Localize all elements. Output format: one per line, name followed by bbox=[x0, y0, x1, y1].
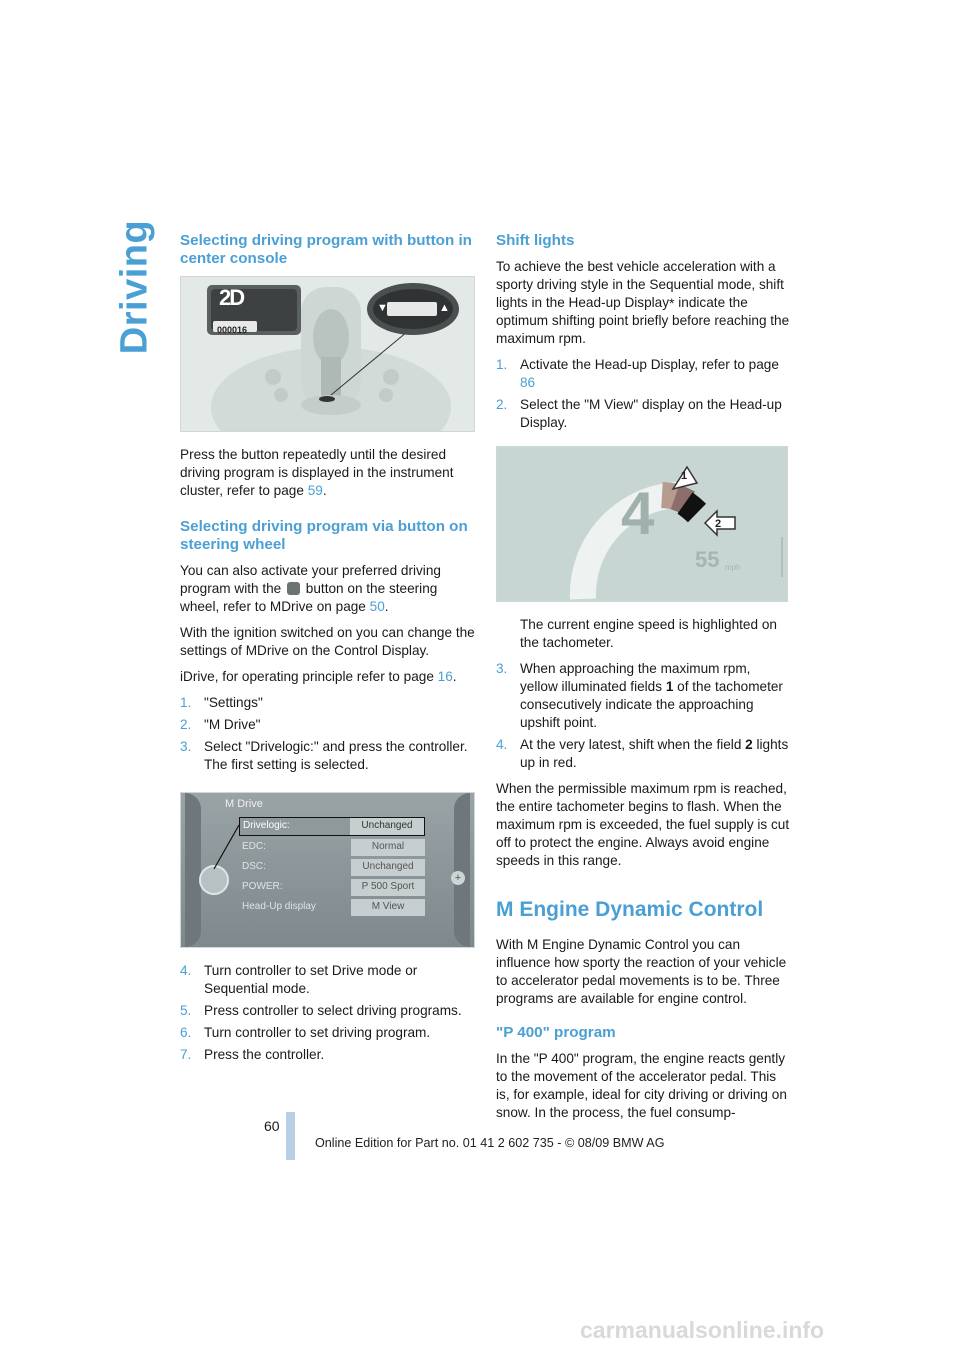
menu-row-headup[interactable]: Head-Up display M View bbox=[239, 899, 425, 916]
list-item: 2. Select the "M View" display on the Head-up Display. bbox=[496, 397, 782, 430]
list-item: 3. Select "Drivelogic:" and press the controller. The first setting is selected. bbox=[180, 739, 468, 772]
right-arrow-icon: ▲ bbox=[439, 302, 450, 314]
page-link-59[interactable]: 59 bbox=[307, 483, 323, 498]
mdrive-button-icon bbox=[287, 582, 300, 595]
list-item: 1. "Settings" bbox=[180, 695, 263, 710]
right-column bbox=[496, 232, 791, 1130]
footer-bar bbox=[286, 1112, 295, 1160]
left-column bbox=[180, 232, 475, 1072]
callout-1-label: 1 bbox=[681, 470, 688, 482]
odometer-label: 000016 bbox=[217, 325, 248, 335]
center-console-paragraph: Press the button repeatedly until the desired driving program is displayed in the instrument cluster, refer to page 59. bbox=[180, 447, 454, 498]
tachometer-caption: The current engine speed is highlighted on the tachometer. bbox=[520, 617, 777, 650]
list-item: 3. When approaching the maximum rpm, yellow illuminated fields 1 of the tachometer consecutively indicate the approaching upshift point. bbox=[496, 661, 783, 730]
plus-icon: + bbox=[451, 871, 465, 885]
menu-title: M Drive bbox=[225, 798, 263, 810]
callout-2-label: 2 bbox=[715, 518, 722, 530]
ignition-paragraph: With the ignition switched on you can change the settings of MDrive on the Control Display. bbox=[180, 625, 475, 658]
menu-row-drivelogic[interactable]: Drivelogic: Unchanged bbox=[239, 817, 425, 836]
max-rpm-paragraph: When the permissible maximum rpm is reached, the entire tachometer begins to flash. When the maximum rpm is exceeded, the fuel supply is cut off to protect the engine. Always avoid engine speeds in this range. bbox=[496, 781, 790, 868]
list-item: 7. Press the controller. bbox=[180, 1047, 325, 1062]
page-link-86[interactable]: 86 bbox=[520, 375, 536, 390]
page-link-16[interactable]: 16 bbox=[437, 669, 453, 684]
menu-row-edc[interactable]: EDC: Normal bbox=[239, 839, 425, 856]
gear-number: 4 bbox=[621, 480, 655, 547]
section-heading-shift-lights: Shift lights bbox=[496, 232, 575, 249]
shift-steps-list bbox=[496, 356, 791, 432]
speed-unit: mph bbox=[725, 563, 741, 572]
left-arrow-icon: ▼ bbox=[377, 302, 388, 314]
list-item: 4. At the very latest, shift when the field 2 lights up in red. bbox=[496, 737, 789, 770]
steps-list-1 bbox=[180, 694, 475, 774]
optional-equipment-star: * bbox=[669, 295, 675, 311]
section-heading-steering-wheel: Selecting driving program via button on steering wheel bbox=[180, 518, 468, 553]
list-item: 4. Turn controller to set Drive mode or Sequential mode. bbox=[180, 963, 418, 996]
p400-paragraph: In the "P 400" program, the engine reacts gently to the movement of the accelerator pedal. This is, for example, ideal for city driving or driving on snow. In the process, the fuel consump- bbox=[496, 1051, 787, 1120]
watermark: carmanualsonline.info bbox=[580, 1317, 825, 1343]
hud-tachometer-image bbox=[496, 446, 788, 602]
shift-steps-list-2 bbox=[496, 660, 791, 772]
list-item: 6. Turn controller to set driving program. bbox=[180, 1025, 431, 1040]
chapter-side-title: Driving bbox=[113, 219, 156, 355]
callout-line bbox=[181, 793, 474, 947]
steering-wheel-paragraph: You can also activate your preferred driving program with the button on the steering wheel, refer to MDrive on page 50. bbox=[180, 563, 441, 614]
list-item: 5. Press controller to select driving programs. bbox=[180, 1003, 462, 1018]
steps-list-2 bbox=[180, 962, 475, 1064]
mdrive-menu-screenshot bbox=[180, 792, 475, 948]
gear-display-label: 2D bbox=[219, 285, 244, 310]
speed-value: 55 bbox=[695, 547, 720, 572]
idrive-paragraph: iDrive, for operating principle refer to page 16. bbox=[180, 669, 457, 684]
center-console-image bbox=[180, 276, 475, 432]
section-heading-p400: "P 400" program bbox=[496, 1024, 616, 1041]
menu-row-power[interactable]: POWER: P 500 Sport bbox=[239, 879, 425, 896]
section-heading-center-console: Selecting driving program with button in center console bbox=[180, 232, 472, 267]
section-heading-mdc: M Engine Dynamic Control bbox=[496, 898, 764, 921]
shift-lights-paragraph: To achieve the best vehicle acceleration with a sporty driving style in the Sequential mode, shift lights in the Head-up Display* indicate the optimum shifting point briefly before reaching the maximum rpm. bbox=[496, 259, 790, 346]
footer-edition-text: Online Edition for Part no. 01 41 2 602 735 - © 08/09 BMW AG bbox=[315, 1136, 665, 1150]
page-number: 60 bbox=[264, 1118, 280, 1134]
menu-row-dsc[interactable]: DSC: Unchanged bbox=[239, 859, 425, 876]
list-item: 2. "M Drive" bbox=[180, 717, 261, 732]
mdc-paragraph: With M Engine Dynamic Control you can influence how sporty the reaction of your vehicle to accelerator pedal movements is to be. Three programs are available for engine control. bbox=[496, 937, 787, 1006]
list-item: 1. Activate the Head-up Display, refer to page 86 bbox=[496, 357, 779, 390]
page-link-50[interactable]: 50 bbox=[369, 599, 385, 614]
